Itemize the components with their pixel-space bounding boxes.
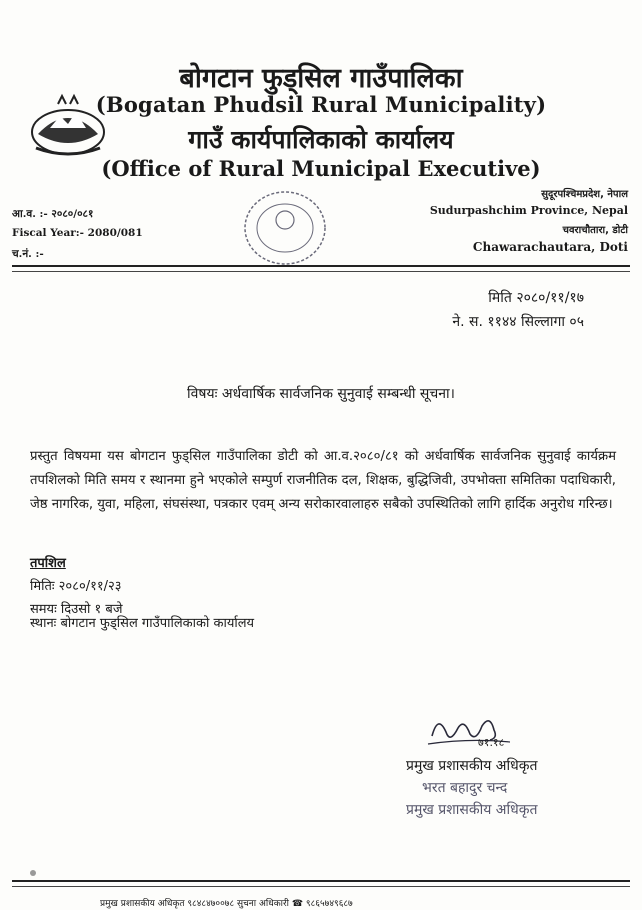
- place-np: चवराचौतारा, डोटी: [562, 225, 628, 236]
- office-title-en: (Office of Rural Municipal Executive): [101, 156, 541, 181]
- footer-rule-thin: [12, 886, 630, 887]
- signature-date: ७१.१८: [478, 736, 505, 749]
- province-en: Sudurpashchim Province, Nepal: [429, 204, 628, 217]
- paper-mark: [30, 870, 36, 876]
- municipality-title-np: बोगटान फुड्सिल गाउँपालिका: [179, 63, 463, 94]
- header-rule: [12, 265, 630, 267]
- footer-rule: [12, 880, 630, 882]
- signatory-name-stamp: भरत बहादुर चन्द: [422, 780, 508, 796]
- province-np: सुदूरपश्चिमप्रदेश, नेपाल: [541, 189, 628, 200]
- municipality-title-en: (Bogatan Phudsil Rural Municipality): [95, 92, 547, 117]
- footer-contact: प्रमुख प्रशासकीय अधिकृत ९८४८४७००७८ सुचना अधिकारी ☎ ९८६५७४९६८७: [100, 899, 353, 909]
- signature-icon: [420, 708, 530, 758]
- signatory-title-stamp: प्रमुख प्रशासकीय अधिकृत: [406, 802, 538, 818]
- office-stamp-icon: [240, 188, 330, 268]
- event-time: समयः दिउसो १ बजे: [30, 602, 123, 617]
- letter-date: मिति २०८०/११/१७: [488, 290, 584, 306]
- office-title-np: गाउँ कार्यपालिकाको कार्यालय: [188, 125, 454, 154]
- nepal-sambat-date: ने. स. ११४४ सिल्लागा ०५: [452, 314, 584, 330]
- letter-subject: विषयः अर्धवार्षिक सार्वजनिक सुनुवाई सम्बन्धी सूचना।: [187, 386, 455, 402]
- place-en: Chawarachautara, Doti: [472, 240, 628, 254]
- header-rule-thin: [12, 271, 630, 272]
- event-place: स्थानः बोगटान फुड्सिल गाउँपालिकाको कार्यालय: [30, 616, 255, 631]
- fiscal-year: Fiscal Year:- 2080/081: [12, 227, 143, 239]
- details-heading: तपशिल: [30, 556, 66, 571]
- signatory-title: प्रमुख प्रशासकीय अधिकृत: [406, 758, 538, 774]
- ref-year: आ.व. :- २०८०/०८१: [12, 208, 94, 220]
- letter-body: प्रस्तुत विषयमा यस बोगटान फुड्सिल गाउँपालिका डोटी को आ.व.२०८०/८१ को अर्धवार्षिक सार्वजनिक सुनुवाई कार्यक्रम तपशिलको मिति समय र स्थानमा हुने भएकोले सम्पुर्ण राजनीतिक दल, शिक्षक, बुद्धिजिवी, उपभोक्ता समितिका पदाधिकारी, जेष्ठ नागरिक, युवा, महिला, संघसंस्था, पत्रकार एवम् अन्य सरोकारवालाहरु सबैको उपस्थितिको लागि हार्दिक अनुरोध गरिन्छ।: [30, 449, 616, 512]
- event-date: मितिः २०८०/११/२३: [30, 579, 122, 594]
- ch-no: च.नं. :-: [12, 248, 44, 260]
